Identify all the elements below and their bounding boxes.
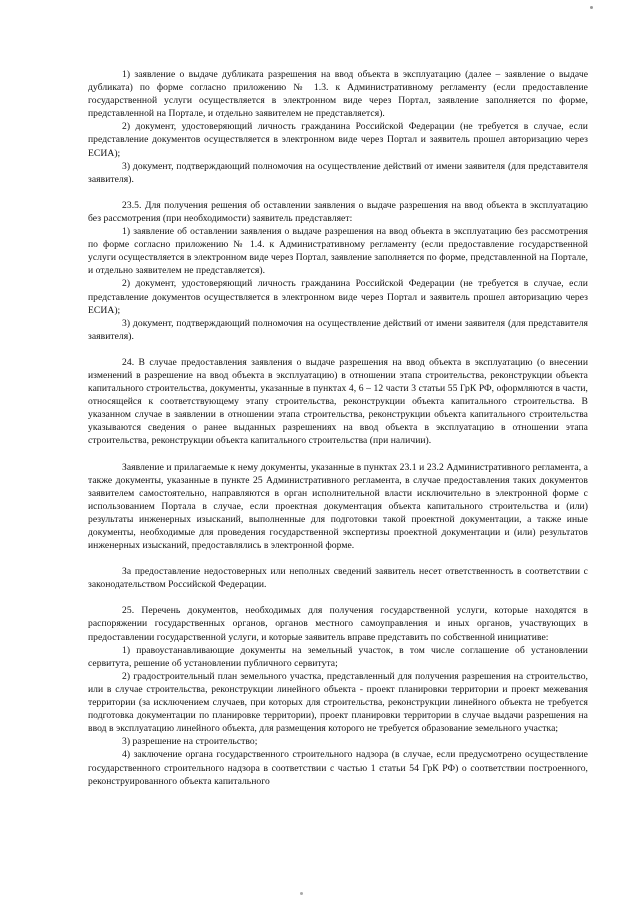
paragraph: 25. Перечень документов, необходимых для получения государственной услуги, которые находятся в распоряжении государственных органов, органов местного самоуправления и иных органов, участвующих в предоставлении государственной услуги, и которые заявитель вправе представить по собственной инициативе: xyxy=(88,605,588,643)
paragraph: 2) документ, удостоверяющий личность гражданина Российской Федерации (не требуется в случае, если представление документов осуществляется в электронном виде через Портал и заявитель прошел авторизацию через ЕСИА); xyxy=(88,278,588,316)
paragraph: 3) документ, подтверждающий полномочия на осуществление действий от имени заявителя (для представителя заявителя). xyxy=(88,160,588,185)
paragraph-24: 24. В случае предоставления заявления о выдаче разрешения на ввод объекта в эксплуатацию (о внесении изменений в разрешение на ввод объекта в эксплуатацию) в отношении этапа строительства, реконструкции объекта капитального строительства, документы, указанные в пунктах 4, 6 – 12 части 3 статьи 55 ГрК РФ, оформляются в части, относящейся к соответствующему этапу строительства, реконструкции объекта капитального строительства. В указанном случае в заявлении в отношении этапа строительства, реконструкции объекта капитального строительства указываются сведения о ранее выданных разрешениях на ввод объекта в эксплуатацию в отношении этапа строительства, реконструкции объекта капитального строительства (при наличии). xyxy=(88,356,588,447)
paragraph-electronic-docs: Заявление и прилагаемые к нему документы, указанные в пунктах 23.1 и 23.2 Административного регламента, а также документы, указанные в пункте 25 Административного регламента, в случае предоставления таких документов заявителем самостоятельно, направляются в орган исполнительной власти исключительно в электронной форме с использованием Портала в случае, если проектная документация объекта капитального строительства и (или) результаты инженерных изысканий, выполненные для подготовки такой проектной документации, а также иные документы, необходимые для проведения государственной экспертизы проектной документации и (или) результатов инженерных изысканий, предоставлялись в электронной форме. xyxy=(88,461,588,552)
paragraph: 2) документ, удостоверяющий личность гражданина Российской Федерации (не требуется в случае, если представление документов осуществляется в электронном виде через Портал и заявитель прошел авторизацию через ЕСИА); xyxy=(88,121,588,159)
paragraph: 4) заключение органа государственного строительного надзора (в случае, если предусмотрено осуществление государственного строительного надзора в соответствии с частью 1 статьи 54 ГрК РФ) о соответствии построенного, реконструированного объекта капитального xyxy=(88,749,588,787)
paragraph: 1) заявление об оставлении заявления о выдаче разрешения на ввод объекта в эксплуатацию без рассмотрения по форме согласно приложению № 1.4. к Административному регламенту (если предоставление государственной услуги осуществляется в электронном виде через Портал, заявление заполняется по форме, представленной на Портале, и отдельно заявителем не представляется). xyxy=(88,226,588,277)
paragraph: 1) заявление о выдаче дубликата разрешения на ввод объекта в эксплуатацию (далее – заявление о выдаче дубликата) по форме согласно приложению № 1.3. к Административному регламенту (если предоставление государственной услуги осуществляется в электронном виде через Портал, заявление заполняется по форме, представленной на Портале, и отдельно заявителем не представляется). xyxy=(88,69,588,120)
paragraph: 3) разрешение на строительство; xyxy=(122,736,258,748)
paragraph: 3) документ, подтверждающий полномочия на осуществление действий от имени заявителя (для представителя заявителя). xyxy=(88,317,588,342)
paragraph: 2) градостроительный план земельного участка, представленный для получения разрешения на строительство, или в случае строительства, реконструкции линейного объекта - проект планировки территории и проект межевания территории (за исключением случаев, при которых для строительства, реконструкции линейного объекта не требуется подготовка документации по планировке территории), проект планировки территории в случае выдачи разрешения на ввод в эксплуатацию линейного объекта, для размещения которого не требуется образование земельного участка; xyxy=(88,670,588,735)
section-25 xyxy=(88,604,588,787)
scan-speck xyxy=(300,892,303,895)
paragraph: 1) правоустанавливающие документы на земельный участок, в том числе соглашение об установлении сервитута, решение об установлении публичного сервитута; xyxy=(88,644,588,669)
paragraph-liability: За предоставление недостоверных или неполных сведений заявитель несет ответственность в соответствии с законодательством Российской Федерации. xyxy=(88,566,588,591)
paragraph: 23.5. Для получения решения об оставлении заявления о выдаче разрешения на ввод объекта в эксплуатацию без рассмотрения (при необходимости) заявитель представляет: xyxy=(88,199,588,224)
section-23-5 xyxy=(88,199,588,343)
scan-speck xyxy=(590,6,593,9)
section-duplicate-docs xyxy=(88,68,588,186)
